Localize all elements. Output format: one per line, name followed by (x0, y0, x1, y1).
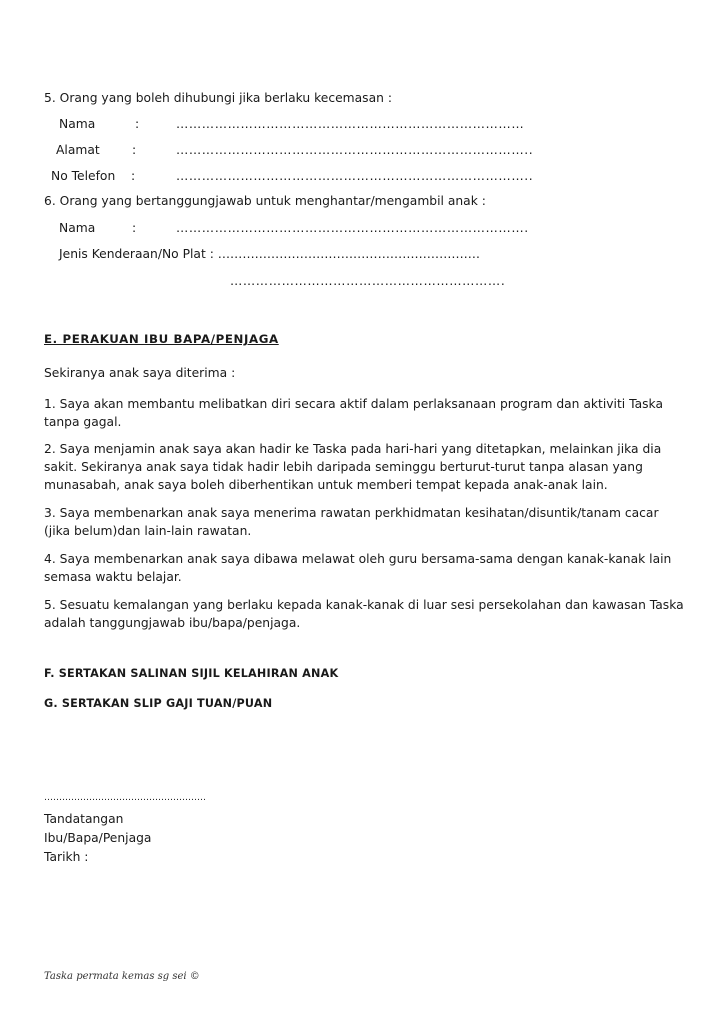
section6-vehicle-field-2[interactable]: ………………………………………………………. (230, 274, 506, 288)
section5-address-label: Alamat (56, 143, 100, 157)
section5-name-colon: : (135, 117, 140, 131)
declaration-item: 1. Saya akan membantu melibatkan diri secara aktif dalam perlaksanaan program dan aktiviti Taska tanpa gagal. (44, 397, 663, 429)
section6-name-colon: : (132, 221, 137, 235)
signature-line[interactable]: ……………………………………………… (44, 793, 206, 803)
declaration-item: 3. Saya membenarkan anak saya menerima rawatan perkhidmatan kesihatan/disuntik/tanam cacar (jika belum)dan lain-lain rawatan. (44, 506, 659, 538)
section5-phone-field[interactable]: ……………………………………………………………………….. (176, 169, 534, 183)
signature-label: Tandatangan (44, 812, 124, 826)
section5-heading: 5. Orang yang boleh dihubungi jika berlaku kecemasan : (44, 91, 392, 105)
section5-phone-colon: : (131, 169, 136, 183)
declaration-item: 2. Saya menjamin anak saya akan hadir ke Taska pada hari-hari yang ditetapkan, melainkan jika dia sakit. Sekiranya anak saya tidak hadir lebih daripada seminggu berturut-turut tanpa alasan yang munasabah, anak saya boleh diberhentikan untuk memberi tempat kepada anak-anak lain. (44, 442, 662, 492)
section5-address-field[interactable]: ……………………………………………………………………….. (176, 143, 534, 157)
section-g-heading: G. SERTAKAN SLIP GAJI TUAN/PUAN (44, 697, 273, 710)
footer-text: Taska permata kemas sg sei © (44, 971, 200, 982)
date-label: Tarikh : (44, 850, 89, 864)
section5-address-colon: : (132, 143, 137, 157)
declaration-item: 4. Saya membenarkan anak saya dibawa melawat oleh guru bersama-sama dengan kanak-kanak lain semasa waktu belajar. (44, 552, 672, 584)
section-e-heading: E. PERAKUAN IBU BAPA/PENJAGA (44, 332, 279, 346)
section-e-intro: Sekiranya anak saya diterima : (44, 366, 236, 380)
section6-heading: 6. Orang yang bertanggungjawab untuk menghantar/mengambil anak : (44, 194, 486, 208)
declaration-item: 5. Sesuatu kemalangan yang berlaku kepada kanak-kanak di luar sesi persekolahan dan kawasan Taska adalah tanggungjawab ibu/bapa/penjaga. (44, 598, 684, 630)
section5-name-label: Nama (59, 117, 96, 131)
section5-phone-label: No Telefon (51, 169, 116, 183)
section5-name-field[interactable]: ……………………………………………………………………… (176, 117, 525, 131)
section6-name-label: Nama (59, 221, 96, 235)
section6-vehicle-field[interactable]: Jenis Kenderaan/No Plat : ………………………………………………………. (59, 247, 480, 261)
signature-role-label: Ibu/Bapa/Penjaga (44, 831, 152, 845)
section6-name-field[interactable]: ………………………………………………………………………. (176, 221, 529, 235)
section-f-heading: F. SERTAKAN SALINAN SIJIL KELAHIRAN ANAK (44, 667, 339, 680)
